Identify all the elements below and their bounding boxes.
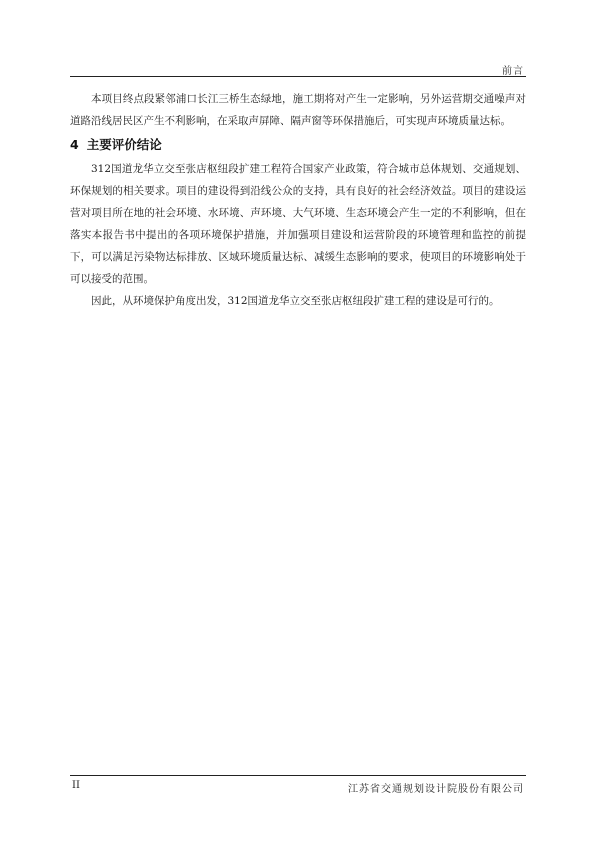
section-number: 4 bbox=[70, 137, 79, 152]
header-section-label: 前言 bbox=[502, 66, 524, 77]
footer-page-number: II bbox=[72, 780, 80, 791]
section-title: 主要评价结论 bbox=[86, 137, 162, 152]
paragraph-conclusion-main: 312国道龙华立交至张店枢纽段扩建工程符合国家产业政策，符合城市总体规划、交通规划、环保规划的相关要求。项目的建设得到沿线公众的支持，具有良好的社会经济效益。项目的建设运营对项目所在地的社会环境、水环境、声环境、大气环境、生态环境会产生一定的不利影响，但在落实本报告书中提出的各项环境保护措施，并加强项目建设和运营阶段的环境管理和监控的前提下，可以满足污染物达标排放、区域环境质量达标、减缓生态影响的要求，使项目的环境影响处于可以接受的范围。 bbox=[70, 163, 526, 285]
page-footer bbox=[70, 775, 526, 796]
section-heading-conclusions bbox=[70, 134, 526, 156]
paragraph-noise-impact: 本项目终点段紧邻浦口长江三桥生态绿地，施工期将对产生一定影响，另外运营期交通噪声对道路沿线居民区产生不利影响，在采取声屏障、隔声窗等环保措施后，可实现声环境质量达标。 bbox=[70, 93, 526, 127]
document-body bbox=[70, 88, 526, 312]
page-header bbox=[70, 60, 526, 77]
paragraph-conclusion-final: 因此，从环境保护角度出发，312国道龙华立交至张店枢纽段扩建工程的建设是可行的。 bbox=[91, 295, 500, 307]
footer-organization: 江苏省交通规划设计院股份有限公司 bbox=[348, 784, 524, 795]
